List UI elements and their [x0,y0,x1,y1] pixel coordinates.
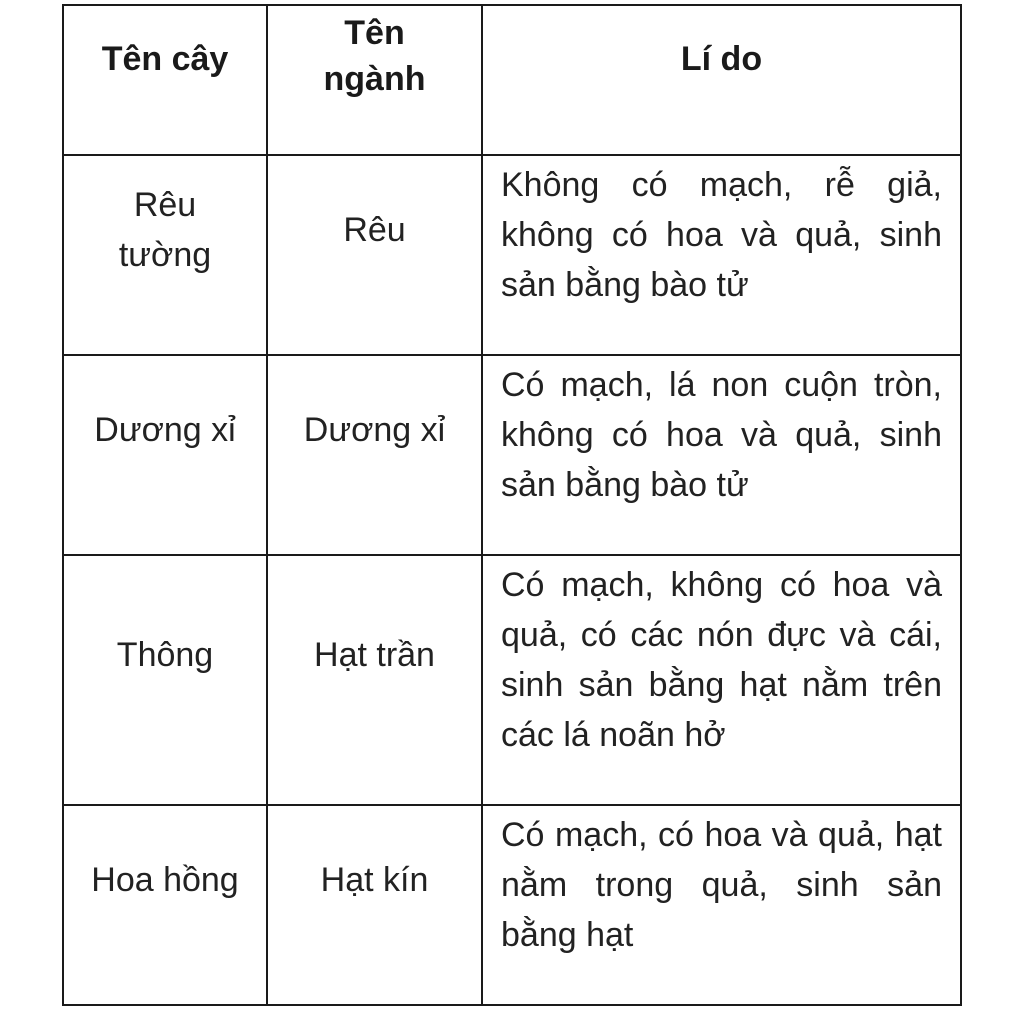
division-cell: Hạt kín [267,805,482,1005]
plant-cell: Thông [63,555,267,805]
plant-cell: Rêu tường [63,155,267,355]
header-division-name: Tên ngành [267,5,482,155]
division-cell: Dương xỉ [267,355,482,555]
header-plant-name: Tên cây [63,5,267,155]
plant-cell: Dương xỉ [63,355,267,555]
reason-cell: Có mạch, không có hoa và quả, có các nón đực và cái, sinh sản bằng hạt nằm trên các lá noãn hở [482,555,961,805]
header-row [63,5,961,155]
table-row [63,155,961,355]
plant-classification-table [62,4,962,1006]
plant-cell: Hoa hồng [63,805,267,1005]
table-row [63,355,961,555]
reason-cell: Có mạch, có hoa và quả, hạt nằm trong quả, sinh sản bằng hạt [482,805,961,1005]
table-row [63,555,961,805]
reason-cell: Không có mạch, rễ giả, không có hoa và quả, sinh sản bằng bào tử [482,155,961,355]
division-cell: Rêu [267,155,482,355]
table-row [63,805,961,1005]
division-cell: Hạt trần [267,555,482,805]
header-reason: Lí do [482,5,961,155]
reason-cell: Có mạch, lá non cuộn tròn, không có hoa và quả, sinh sản bằng bào tử [482,355,961,555]
